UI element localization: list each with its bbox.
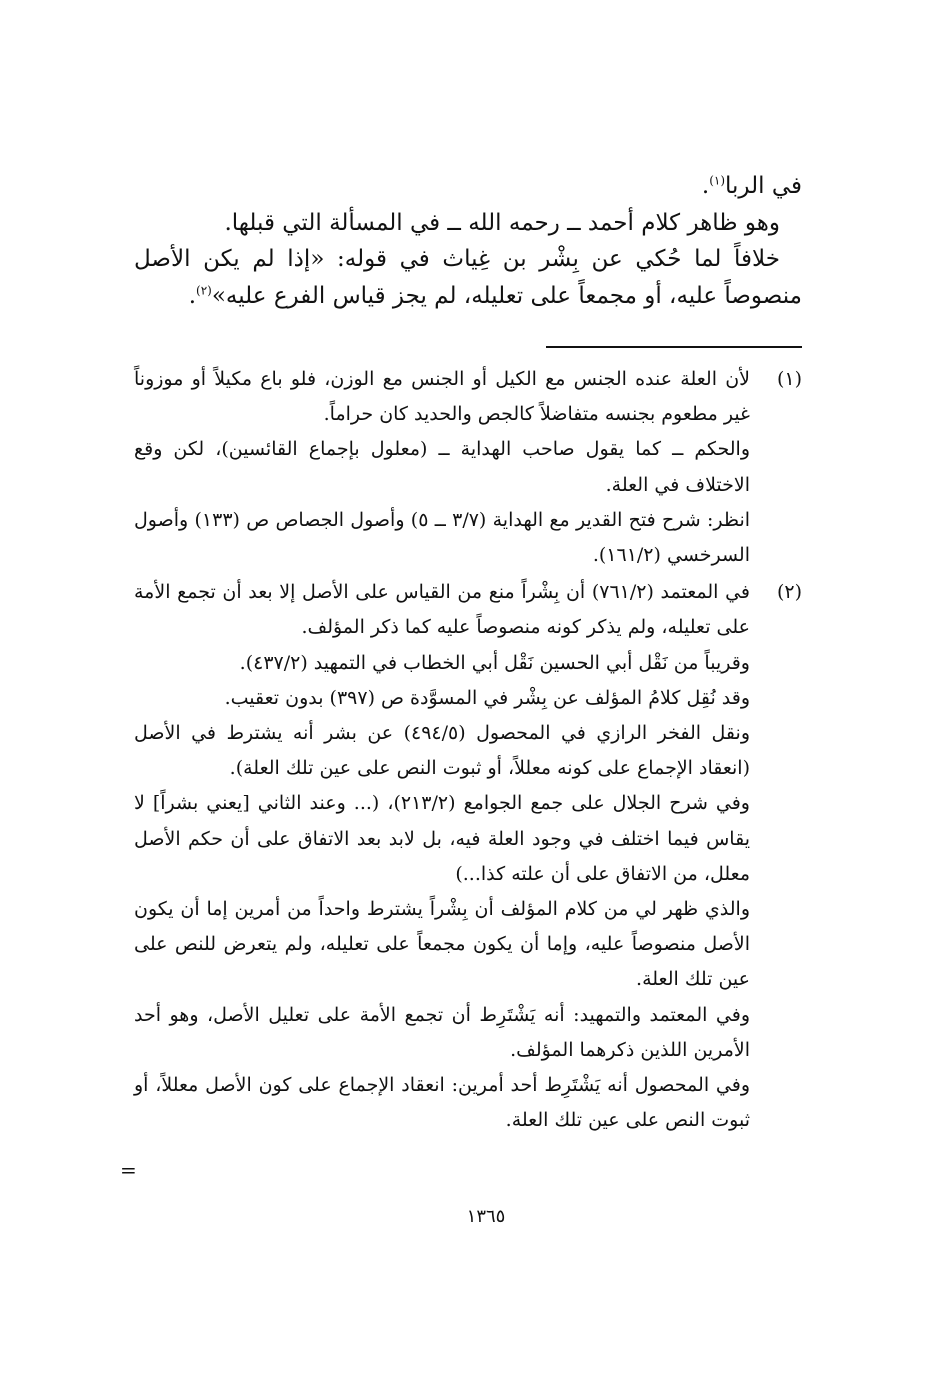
main-text [134, 168, 802, 314]
main-paragraph-1: وهو ظاهر كلام أحمد ــ رحمه الله ــ في المسألة التي قبلها. [224, 209, 780, 236]
footnote-ref-2[interactable]: (٢) [196, 282, 212, 297]
footnote-2-paragraph: وفي شرح الجلال على جمع الجوامع (٢١٣/٢)، (... وعند الثاني [يعني بشراً] لا يقاس فيما اختلف في وجود العلة فيه، بل لابد بعد الاتفاق على أن حكم الأصل معلل، من الاتفاق على أن علته كذا...) [134, 792, 750, 885]
footnote-ref-1[interactable]: (١) [709, 173, 726, 188]
footnote-2-paragraph: ونقل الفخر الرازي في المحصول (٤٩٤/٥) عن بشر أنه يشترط في الأصل (انعقاد الإجماع على كونه معللاً، أو ثبوت النص على عين تلك العلة). [134, 722, 750, 780]
footnote-1-paragraph: انظر: شرح فتح القدير مع الهداية (٣/٧ ــ ٥) وأصول الجصاص ص (١٣٣) وأصول السرخسي (١٦١/٢). [134, 508, 751, 567]
footnote-2-paragraph: وفي المحصول أنه يَشْتَرِط أحد أمرين: انعقاد الإجماع على كون الأصل معللاً، أو ثبوت النص على عين تلك العلة. [134, 1074, 750, 1132]
footnote-separator [546, 346, 802, 348]
footnote-1-paragraph: والحكم ــ كما يقول صاحب الهداية ــ (معلول بإجماع القائسين)، لكن وقع الاختلاف في العلة. [134, 438, 750, 496]
footnote-continues-mark: = [120, 1158, 137, 1182]
footnote-2-paragraph: وقريباً من نَقْل أبي الحسين نَقْل أبي الخطاب في التمهيد (٤٣٧/٢). [239, 651, 750, 674]
footnote-2-paragraph: والذي ظهر لي من كلام المؤلف أن بِشْراً يشترط واحداً من أمرين إما أن يكون الأصل منصوصاً عليه، وإما أن يكون مجمعاً على تعليله، ولم يتعرض للنص على عين تلك العلة. [134, 898, 750, 991]
footnotes [134, 362, 802, 1138]
page-number: ١٣٦٥ [466, 1206, 506, 1227]
footnote-marker-1: (١) [776, 368, 802, 390]
footnote-2 [134, 575, 802, 1138]
main-paragraph-2: خلافاً لما حُكي عن بِشْر بن غِياث في قوله: «إذا لم يكن الأصل منصوصاً عليه، أو مجمعاً على تعليله، لم يجز قياس الفرع عليه»$^{(٢)}$. [134, 246, 802, 309]
footnote-2-paragraph: وفي المعتمد والتمهيد: أنه يَشْتَرِط أن تجمع الأمة على تعليل الأصل، وهو أحد الأمرين اللذين ذكرهما المؤلف. [134, 1003, 750, 1061]
footnote-2-paragraph: في المعتمد (٧٦١/٢) أن بِشْراً منع من القياس على الأصل إلا بعد أن تجمع الأمة على تعليله، ولم يذكر كونه منصوصاً عليه كما ذكر المؤلف. [134, 581, 750, 639]
main-line-1: في الربا$^{(١)}$. [701, 173, 802, 199]
footnote-1 [134, 362, 802, 573]
footnote-marker-2: (٢) [776, 581, 802, 604]
footnote-1-paragraph: لأن العلة عنده الجنس مع الكيل أو الجنس مع الوزن، فلو باع مكيلاً أو موزوناً غير مطعوم بجنسه متفاضلاً كالجص والحديد كان حراماً. [134, 368, 750, 426]
footnote-2-paragraph: وقد نُقِل كلامُ المؤلف عن بِشْر في المسوَّدة ص (٣٩٧) بدون تعقيب. [224, 686, 750, 709]
